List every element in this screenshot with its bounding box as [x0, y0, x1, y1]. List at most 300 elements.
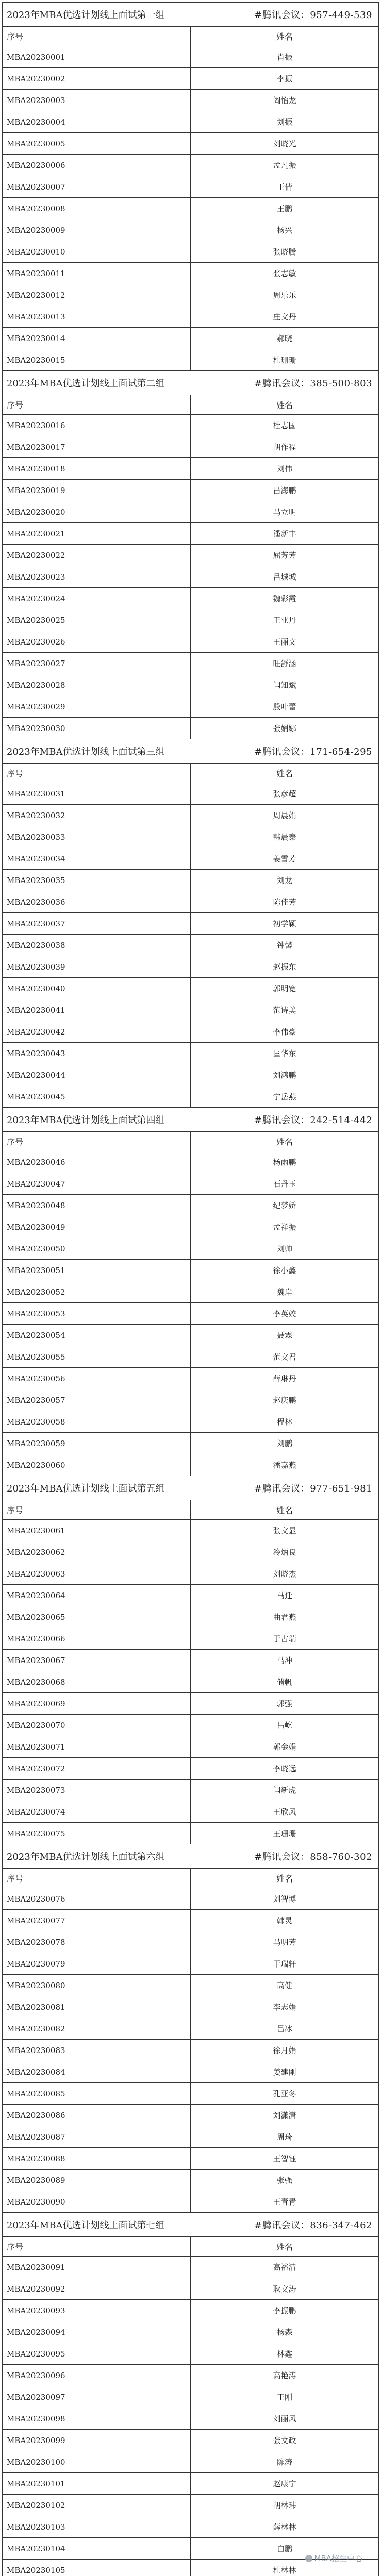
group-title: 2023年MBA优选计划线上面试第四组: [7, 1115, 165, 1126]
seq-cell: MBA20230027: [3, 653, 191, 674]
table-row: [3, 1454, 379, 1476]
seq-cell: MBA20230031: [3, 783, 191, 805]
schedule-table: [2, 2, 379, 2576]
table-row: [3, 1151, 379, 1173]
seq-cell: MBA20230083: [3, 2040, 191, 2061]
group-title: 2023年MBA优选计划线上面试第一组: [7, 10, 165, 21]
name-cell: 杜志国: [191, 415, 379, 436]
table-row: [3, 523, 379, 545]
seq-cell: MBA20230065: [3, 1606, 191, 1628]
name-cell: 王刚: [191, 2386, 379, 2408]
seq-cell: MBA20230067: [3, 1650, 191, 1671]
table-row: [3, 2408, 379, 2430]
seq-cell: MBA20230087: [3, 2126, 191, 2148]
seq-cell: MBA20230056: [3, 1368, 191, 1389]
column-header-seq: 序号: [3, 395, 191, 415]
seq-cell: MBA20230070: [3, 1715, 191, 1736]
seq-cell: MBA20230004: [3, 111, 191, 133]
name-cell: 杨雨鹏: [191, 1151, 379, 1173]
table-row: [3, 1303, 379, 1325]
table-row: [3, 978, 379, 999]
name-cell: 周乐乐: [191, 284, 379, 306]
name-cell: 范诗美: [191, 999, 379, 1021]
seq-cell: MBA20230057: [3, 1389, 191, 1411]
table-row: [3, 1758, 379, 1780]
seq-cell: MBA20230048: [3, 1195, 191, 1216]
name-cell: 闫新虎: [191, 1780, 379, 1801]
seq-cell: MBA20230073: [3, 1780, 191, 1801]
name-cell: 王亚丹: [191, 609, 379, 631]
name-cell: 薛林林: [191, 2516, 379, 2538]
name-cell: 张强: [191, 2170, 379, 2191]
table-row: [3, 2300, 379, 2321]
seq-cell: MBA20230025: [3, 609, 191, 631]
seq-cell: MBA20230007: [3, 176, 191, 198]
table-row: [3, 1064, 379, 1086]
seq-cell: MBA20230039: [3, 956, 191, 978]
table-row: [3, 913, 379, 935]
seq-cell: MBA20230085: [3, 2083, 191, 2105]
name-cell: 张晓腾: [191, 241, 379, 263]
table-row: [3, 1520, 379, 1541]
seq-cell: MBA20230066: [3, 1628, 191, 1650]
name-cell: 周琦: [191, 2126, 379, 2148]
seq-cell: MBA20230041: [3, 999, 191, 1021]
table-row: [3, 588, 379, 609]
name-cell: 王智钰: [191, 2148, 379, 2170]
column-header-name: 姓名: [191, 1132, 379, 1151]
seq-cell: MBA20230090: [3, 2191, 191, 2213]
seq-cell: MBA20230021: [3, 523, 191, 545]
table-row: [3, 1433, 379, 1454]
table-row: [3, 1953, 379, 1975]
table-row: [3, 2083, 379, 2105]
table-row: [3, 1606, 379, 1628]
seq-cell: MBA20230059: [3, 1433, 191, 1454]
seq-cell: MBA20230093: [3, 2300, 191, 2321]
name-cell: 李振: [191, 68, 379, 90]
table-row: [3, 176, 379, 198]
column-header-name: 姓名: [191, 1500, 379, 1520]
name-cell: 姜建刚: [191, 2061, 379, 2083]
table-row: [3, 2386, 379, 2408]
header-row: [3, 764, 379, 783]
group-title: 2023年MBA优选计划线上面试第七组: [7, 2220, 165, 2231]
seq-cell: MBA20230016: [3, 415, 191, 436]
name-cell: 徐小鑫: [191, 1260, 379, 1281]
meeting-id: #腾讯会议：957-449-539: [254, 10, 372, 21]
table-row: [3, 1173, 379, 1195]
seq-cell: MBA20230096: [3, 2365, 191, 2386]
table-row: [3, 1195, 379, 1216]
table-row: [3, 1541, 379, 1563]
seq-cell: MBA20230034: [3, 848, 191, 870]
seq-cell: MBA20230036: [3, 891, 191, 913]
seq-cell: MBA20230063: [3, 1563, 191, 1585]
table-row: [3, 1021, 379, 1043]
name-cell: 匡华东: [191, 1043, 379, 1064]
table-row: [3, 1043, 379, 1064]
seq-cell: MBA20230001: [3, 46, 191, 68]
table-row: [3, 999, 379, 1021]
meeting-id: #腾讯会议：385-500-803: [254, 378, 372, 389]
seq-cell: MBA20230079: [3, 1953, 191, 1975]
seq-cell: MBA20230060: [3, 1454, 191, 1476]
name-cell: 胡林玮: [191, 2495, 379, 2516]
seq-cell: MBA20230062: [3, 1541, 191, 1563]
table-row: [3, 2257, 379, 2278]
name-cell: 孔亚冬: [191, 2083, 379, 2105]
seq-cell: MBA20230100: [3, 2451, 191, 2473]
name-cell: 闫知斌: [191, 674, 379, 696]
seq-cell: MBA20230092: [3, 2278, 191, 2300]
table-row: [3, 609, 379, 631]
name-cell: 吕海鹏: [191, 480, 379, 501]
column-header-name: 姓名: [191, 1869, 379, 1888]
name-cell: 冷炳良: [191, 1541, 379, 1563]
name-cell: 宁岳燕: [191, 1086, 379, 1108]
name-cell: 殷叶蕾: [191, 696, 379, 718]
seq-cell: MBA20230014: [3, 328, 191, 349]
seq-cell: MBA20230088: [3, 2148, 191, 2170]
table-row: [3, 68, 379, 90]
group-title: 2023年MBA优选计划线上面试第二组: [7, 378, 165, 389]
group-title-row: [3, 1108, 379, 1132]
seq-cell: MBA20230013: [3, 306, 191, 328]
table-row: [3, 1238, 379, 1260]
seq-cell: MBA20230030: [3, 718, 191, 739]
table-row: [3, 1368, 379, 1389]
meeting-id: #腾讯会议：171-654-295: [254, 747, 372, 757]
table-row: [3, 155, 379, 176]
seq-cell: MBA20230045: [3, 1086, 191, 1108]
column-header-name: 姓名: [191, 764, 379, 783]
seq-cell: MBA20230064: [3, 1585, 191, 1606]
group-title-row: [3, 2213, 379, 2237]
name-cell: 李振鹏: [191, 2300, 379, 2321]
header-row: [3, 1132, 379, 1151]
seq-cell: MBA20230010: [3, 241, 191, 263]
seq-cell: MBA20230095: [3, 2343, 191, 2365]
seq-cell: MBA20230003: [3, 90, 191, 111]
seq-cell: MBA20230035: [3, 870, 191, 891]
table-row: [3, 111, 379, 133]
name-cell: 张彦超: [191, 783, 379, 805]
seq-cell: MBA20230037: [3, 913, 191, 935]
seq-cell: MBA20230071: [3, 1736, 191, 1758]
meeting-id: #腾讯会议：836-347-462: [254, 2220, 372, 2231]
name-cell: 马明芳: [191, 1931, 379, 1953]
column-header-seq: 序号: [3, 1132, 191, 1151]
name-cell: 刘帅: [191, 1238, 379, 1260]
meeting-id: #腾讯会议：977-651-981: [254, 1483, 372, 1494]
name-cell: 孟祥振: [191, 1216, 379, 1238]
table-row: [3, 241, 379, 263]
name-cell: 王青青: [191, 2191, 379, 2213]
seq-cell: MBA20230033: [3, 826, 191, 848]
name-cell: 潘嘉燕: [191, 1454, 379, 1476]
seq-cell: MBA20230072: [3, 1758, 191, 1780]
name-cell: 聂霖: [191, 1325, 379, 1346]
name-cell: 王欣风: [191, 1801, 379, 1823]
seq-cell: MBA20230082: [3, 2018, 191, 2040]
seq-cell: MBA20230053: [3, 1303, 191, 1325]
group-title-cell: [3, 371, 379, 395]
table-row: [3, 1325, 379, 1346]
seq-cell: MBA20230089: [3, 2170, 191, 2191]
seq-cell: MBA20230026: [3, 631, 191, 653]
name-cell: 曲君燕: [191, 1606, 379, 1628]
name-cell: 赵庆鹏: [191, 1389, 379, 1411]
name-cell: 李伟豪: [191, 1021, 379, 1043]
seq-cell: MBA20230005: [3, 133, 191, 155]
table-row: [3, 90, 379, 111]
table-row: [3, 284, 379, 306]
name-cell: 王珊珊: [191, 1823, 379, 1844]
column-header-name: 姓名: [191, 395, 379, 415]
seq-cell: MBA20230038: [3, 935, 191, 956]
table-row: [3, 870, 379, 891]
group-title-row: [3, 739, 379, 764]
table-row: [3, 1628, 379, 1650]
table-row: [3, 1671, 379, 1693]
table-row: [3, 46, 379, 68]
name-cell: 魏岸: [191, 1281, 379, 1303]
seq-cell: MBA20230009: [3, 219, 191, 241]
table-row: [3, 1736, 379, 1758]
table-row: [3, 349, 379, 371]
watermark: [305, 2553, 363, 2564]
group-title: 2023年MBA优选计划线上面试第五组: [7, 1483, 165, 1494]
group-title-row: [3, 1844, 379, 1869]
name-cell: 刘鸿鹏: [191, 1064, 379, 1086]
table-row: [3, 653, 379, 674]
name-cell: 魏彩霞: [191, 588, 379, 609]
seq-cell: MBA20230019: [3, 480, 191, 501]
table-row: [3, 1389, 379, 1411]
seq-cell: MBA20230047: [3, 1173, 191, 1195]
table-row: [3, 2343, 379, 2365]
name-cell: 陈涛: [191, 2451, 379, 2473]
name-cell: 程林: [191, 1411, 379, 1433]
group-title: 2023年MBA优选计划线上面试第三组: [7, 747, 165, 757]
table-row: [3, 674, 379, 696]
name-cell: 王倩: [191, 176, 379, 198]
group-title-cell: [3, 739, 379, 764]
table-row: [3, 436, 379, 458]
table-row: [3, 2040, 379, 2061]
name-cell: 潘新丰: [191, 523, 379, 545]
group-title-cell: [3, 1476, 379, 1500]
table-row: [3, 891, 379, 913]
seq-cell: MBA20230074: [3, 1801, 191, 1823]
seq-cell: MBA20230029: [3, 696, 191, 718]
table-row: [3, 1585, 379, 1606]
name-cell: 于瑞轩: [191, 1953, 379, 1975]
name-cell: 钟馨: [191, 935, 379, 956]
column-header-seq: 序号: [3, 27, 191, 46]
name-cell: 刘晓光: [191, 133, 379, 155]
column-header-seq: 序号: [3, 2237, 191, 2257]
seq-cell: MBA20230080: [3, 1975, 191, 1996]
seq-cell: MBA20230075: [3, 1823, 191, 1844]
table-row: [3, 2018, 379, 2040]
name-cell: 石丹玉: [191, 1173, 379, 1195]
table-row: [3, 2278, 379, 2300]
table-row: [3, 696, 379, 718]
header-row: [3, 27, 379, 46]
name-cell: 李英姣: [191, 1303, 379, 1325]
seq-cell: MBA20230043: [3, 1043, 191, 1064]
table-row: [3, 848, 379, 870]
seq-cell: MBA20230104: [3, 2538, 191, 2560]
table-row: [3, 2105, 379, 2126]
name-cell: 刘鹏: [191, 1433, 379, 1454]
table-row: [3, 2191, 379, 2213]
table-row: [3, 219, 379, 241]
table-row: [3, 1260, 379, 1281]
group-title-row: [3, 371, 379, 395]
seq-cell: MBA20230023: [3, 566, 191, 588]
table-row: [3, 458, 379, 480]
name-cell: 张志敏: [191, 263, 379, 284]
table-row: [3, 133, 379, 155]
name-cell: 庄文丹: [191, 306, 379, 328]
seq-cell: MBA20230042: [3, 1021, 191, 1043]
seq-cell: MBA20230051: [3, 1260, 191, 1281]
column-header-name: 姓名: [191, 2237, 379, 2257]
group-title-cell: [3, 2213, 379, 2237]
column-header-seq: 序号: [3, 1869, 191, 1888]
name-cell: 韩灵: [191, 1910, 379, 1931]
table-row: [3, 2170, 379, 2191]
name-cell: 李晓远: [191, 1758, 379, 1780]
table-row: [3, 1086, 379, 1108]
seq-cell: MBA20230068: [3, 1671, 191, 1693]
header-row: [3, 2237, 379, 2257]
name-cell: 刘潇潇: [191, 2105, 379, 2126]
table-row: [3, 1650, 379, 1671]
seq-cell: MBA20230044: [3, 1064, 191, 1086]
name-cell: 马迁: [191, 1585, 379, 1606]
seq-cell: MBA20230002: [3, 68, 191, 90]
seq-cell: MBA20230105: [3, 2560, 191, 2576]
name-cell: 林鑫: [191, 2343, 379, 2365]
seq-cell: MBA20230040: [3, 978, 191, 999]
table-row: [3, 2365, 379, 2386]
table-row: [3, 263, 379, 284]
name-cell: 阎怡龙: [191, 90, 379, 111]
header-row: [3, 1500, 379, 1520]
table-row: [3, 956, 379, 978]
name-cell: 杜林林: [191, 2560, 379, 2576]
table-row: [3, 328, 379, 349]
name-cell: 杨兴: [191, 219, 379, 241]
seq-cell: MBA20230078: [3, 1931, 191, 1953]
seq-cell: MBA20230011: [3, 263, 191, 284]
group-title-row: [3, 1476, 379, 1500]
name-cell: 吕冰: [191, 2018, 379, 2040]
table-row: [3, 718, 379, 739]
header-row: [3, 395, 379, 415]
name-cell: 张娟娜: [191, 718, 379, 739]
table-row: [3, 805, 379, 826]
header-row: [3, 1869, 379, 1888]
table-row: [3, 566, 379, 588]
seq-cell: MBA20230020: [3, 501, 191, 523]
name-cell: 胡作程: [191, 436, 379, 458]
seq-cell: MBA20230091: [3, 2257, 191, 2278]
seq-cell: MBA20230094: [3, 2321, 191, 2343]
group-title-cell: [3, 1108, 379, 1132]
table-row: [3, 1411, 379, 1433]
table-row: [3, 480, 379, 501]
name-cell: 杨森: [191, 2321, 379, 2343]
seq-cell: MBA20230052: [3, 1281, 191, 1303]
table-row: [3, 1715, 379, 1736]
wechat-icon: [305, 2555, 312, 2562]
seq-cell: MBA20230084: [3, 2061, 191, 2083]
name-cell: 刘龙: [191, 870, 379, 891]
name-cell: 刘智博: [191, 1888, 379, 1910]
table-row: [3, 1346, 379, 1368]
seq-cell: MBA20230097: [3, 2386, 191, 2408]
seq-cell: MBA20230081: [3, 1996, 191, 2018]
name-cell: 刘振: [191, 111, 379, 133]
name-cell: 郭强: [191, 1693, 379, 1715]
seq-cell: MBA20230055: [3, 1346, 191, 1368]
seq-cell: MBA20230069: [3, 1693, 191, 1715]
seq-cell: MBA20230024: [3, 588, 191, 609]
meeting-id: #腾讯会议：858-760-302: [254, 1852, 372, 1862]
table-row: [3, 501, 379, 523]
group-title-row: [3, 3, 379, 27]
name-cell: 姜雪芳: [191, 848, 379, 870]
group-title-cell: [3, 1844, 379, 1869]
name-cell: 张文政: [191, 2430, 379, 2451]
name-cell: 杜珊珊: [191, 349, 379, 371]
table-row: [3, 631, 379, 653]
name-cell: 王丽文: [191, 631, 379, 653]
table-row: [3, 783, 379, 805]
name-cell: 高艳涛: [191, 2365, 379, 2386]
table-row: [3, 1216, 379, 1238]
seq-cell: MBA20230046: [3, 1151, 191, 1173]
name-cell: 吕城城: [191, 566, 379, 588]
name-cell: 陈佳芳: [191, 891, 379, 913]
name-cell: 张文显: [191, 1520, 379, 1541]
table-row: [3, 1910, 379, 1931]
table-row: [3, 1823, 379, 1844]
column-header-seq: 序号: [3, 1500, 191, 1520]
seq-cell: MBA20230028: [3, 674, 191, 696]
name-cell: 刘丽风: [191, 2408, 379, 2430]
table-row: [3, 545, 379, 566]
name-cell: 高裕清: [191, 2257, 379, 2278]
name-cell: 刘伟: [191, 458, 379, 480]
table-row: [3, 2451, 379, 2473]
seq-cell: MBA20230006: [3, 155, 191, 176]
name-cell: 于古瑞: [191, 1628, 379, 1650]
table-row: [3, 2126, 379, 2148]
name-cell: 马立明: [191, 501, 379, 523]
table-row: [3, 1975, 379, 1996]
watermark-text: MBA招生中心: [314, 2554, 362, 2563]
table-row: [3, 1281, 379, 1303]
seq-cell: MBA20230022: [3, 545, 191, 566]
table-row: [3, 2321, 379, 2343]
seq-cell: MBA20230098: [3, 2408, 191, 2430]
